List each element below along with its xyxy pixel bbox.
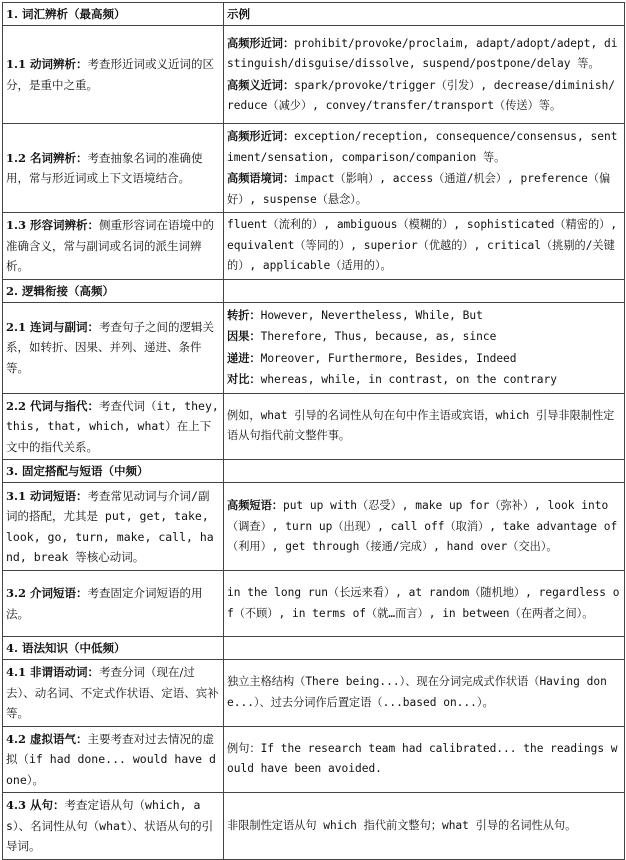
topic-term: 4.1 非谓语动词： (6, 665, 100, 679)
section-title: 3. 固定搭配与短语（中频） (3, 460, 224, 483)
topic-cell (3, 26, 224, 124)
section-title: 4. 语法知识（中低频） (3, 637, 224, 660)
example-text: impact（影响）, access（通道/机会）, preference（偏好）, suspense（悬念）。 (227, 172, 611, 206)
example-text: whereas, while, in contrast, on the contrary (260, 373, 557, 386)
table-row (3, 483, 625, 571)
example-label: 高频短语： (227, 498, 283, 513)
topic-term: 3.2 介词短语： (6, 586, 88, 600)
topic-cell (3, 213, 224, 280)
example-label: 因果： (227, 329, 261, 343)
topic-term: 4.3 从句： (6, 798, 65, 812)
table-row (3, 302, 625, 393)
example-text: 例句：If the research team had calibrated... the readings would have been avoided. (227, 741, 618, 776)
topic-term: 1.1 动词辨析： (6, 57, 88, 71)
section-header-row (3, 3, 625, 26)
example-cell (224, 793, 625, 860)
topic-cell (3, 483, 224, 571)
section-title: 1. 词汇辨析（最高频） (3, 3, 224, 26)
table-row (3, 660, 625, 727)
topic-cell (3, 393, 224, 460)
topic-term: 2.1 连词与副词： (6, 319, 100, 334)
example-cell (224, 660, 625, 727)
topic-description: 考查代词（it, they, this, that, which, what）在上下文中的指代关系。 (6, 398, 219, 454)
topic-description: 考查常见动词与介词/副词的搭配，尤其是 put, get, take, look, go, turn, make, call, hand, break 等核心动词。 (6, 488, 214, 564)
empty-cell (224, 637, 625, 660)
example-cell (224, 26, 625, 124)
topic-term: 2.2 代词与指代： (6, 398, 100, 413)
example-text: exception/reception, consequence/consensus, sentiment/sensation, comparison/companion 等。 (227, 130, 618, 164)
example-cell (224, 124, 625, 213)
example-text: Moreover, Furthermore, Besides, Indeed (260, 351, 517, 365)
section-header-row (3, 279, 625, 302)
example-cell (224, 571, 625, 637)
topic-cell (3, 726, 224, 793)
example-text: in the long run（长远来看）, at random（随机地）, regardless of（不顾）, in terms of（就…而言）, in between（在两者之间）。 (227, 586, 620, 620)
section-header-row (3, 460, 625, 483)
section-header-row (3, 637, 625, 660)
example-text: 独立主格结构（There being...）、现在分词完成式作状语（Having done...）、过去分词作后置定语（...based on...）。 (227, 675, 607, 709)
topic-description: 考查固定介词短语的用法。 (6, 586, 203, 621)
topic-description: 主要考查对过去情况的虚拟（if had done... would have done）。 (6, 731, 216, 787)
table-row (3, 793, 625, 860)
section-title: 2. 逻辑衔接（高频） (3, 279, 224, 302)
table-row (3, 726, 625, 793)
table-row (3, 26, 625, 124)
table-row (3, 124, 625, 213)
table-row (3, 213, 625, 280)
empty-cell (224, 460, 625, 483)
topic-description: 考查分词（现在/过去）、动名词、不定式作状语、定语、宾补等。 (6, 665, 219, 720)
example-text: 例如，what 引导的名词性从句在句中作主语或宾语，which 引导非限制性定语从句指代前文整件事。 (227, 408, 615, 443)
example-text: put up with（忍受）, make up for（弥补）, look into（调查）, turn up（出现）, call off（取消）, take advantage of（利用）, get through（接通/完成）, hand over（交出）。 (227, 499, 618, 554)
example-label: 递进： (227, 350, 261, 365)
topic-cell (3, 793, 224, 860)
table-row (3, 571, 625, 637)
empty-cell (224, 279, 625, 302)
examples-column-header: 示例 (224, 3, 625, 26)
example-label: 高频形近词： (227, 129, 295, 143)
topic-term: 3.1 动词短语： (6, 488, 88, 503)
topic-description: 考查形近词或义近词的区分，是重中之重。 (6, 57, 215, 92)
example-text: 非限制性定语从句 which 指代前文整句；what 引导的名词性从句。 (227, 818, 577, 832)
exam-topics-table (2, 2, 625, 860)
topic-term: 4.2 虚拟语气： (6, 731, 88, 746)
topic-description: 考查抽象名词的准确使用，常与形近词或上下文语境结合。 (6, 150, 203, 185)
example-cell (224, 302, 625, 393)
topic-description: 考查句子之间的逻辑关系，如转折、因果、并列、递进、条件等。 (6, 319, 215, 375)
topic-term: 1.3 形容词辨析： (6, 218, 100, 232)
example-text: Therefore, Thus, because, as, since (260, 330, 497, 343)
example-label: 高频形近词： (227, 35, 295, 50)
example-cell (224, 483, 625, 571)
example-text: fluent（流利的）, ambiguous（模糊的）, sophisticated（精密的）, equivalent（等同的）, superior（优越的）, critical（挑剔的/关键的）, applicable（适用的）。 (227, 218, 618, 272)
example-text: prohibit/provoke/proclaim, adapt/adopt/adept, distinguish/disguise/dissolve, suspend/postpone/delay 等。 (227, 36, 618, 70)
example-text: However, Nevertheless, While, But (260, 308, 483, 322)
example-label: 高频义近词： (227, 77, 295, 92)
topic-cell (3, 571, 224, 637)
topic-description: 考查定语从句（which, as）、名词性从句（what）、状语从句的引导词。 (6, 798, 214, 853)
example-label: 转折： (227, 307, 261, 322)
topic-cell (3, 660, 224, 727)
example-label: 高频语境词： (227, 171, 295, 185)
topic-term: 1.2 名词辨析： (6, 150, 88, 165)
example-cell (224, 726, 625, 793)
example-text: spark/provoke/trigger（引发）, decrease/diminish/reduce（减少）, convey/transfer/transport（传送）等。 (227, 78, 616, 112)
example-label: 对比： (227, 372, 261, 386)
example-cell (224, 393, 625, 460)
example-cell (224, 213, 625, 280)
topic-cell (3, 302, 224, 393)
topic-cell (3, 124, 224, 213)
topic-description: 侧重形容词在语境中的准确含义，常与副词或名词的派生词辨析。 (6, 218, 215, 273)
table-row (3, 393, 625, 460)
